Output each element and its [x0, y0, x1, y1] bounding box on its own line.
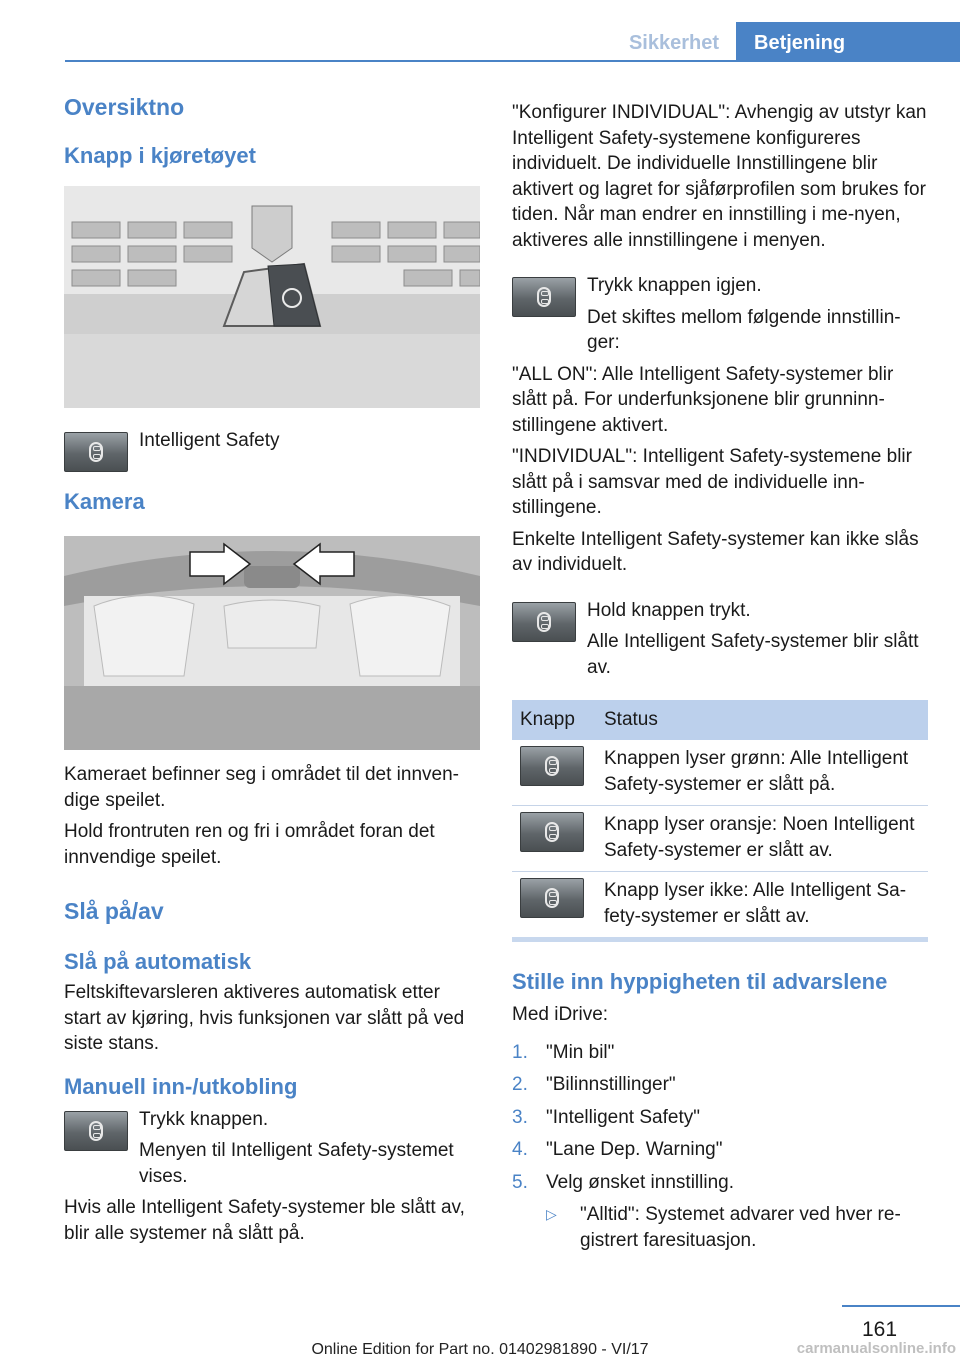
subsection-title-button: Knapp i kjøretøyet — [64, 143, 256, 168]
status-table — [512, 700, 928, 937]
config-text: "Konfigurer INDIVIDUAL": Avhengig av utstyr kan Intelligent Safety-systemene konfigureres individuelt. De individuelle Innstillingene blir aktivert og lagret for sjåførprofilen som brukes for tiden. Når man endrer en innstilling i me-nyen, aktiveres alle innstillingene i menyen. — [512, 102, 927, 251]
intelligent-safety-icon — [520, 878, 584, 918]
hold-text-line2: Alle Intelligent Safety-systemer blir slått av. — [587, 631, 919, 678]
hold-button-row — [512, 598, 928, 681]
page-number: 161 — [862, 1318, 898, 1341]
intelligent-safety-icon — [520, 746, 584, 786]
table-row — [512, 740, 928, 806]
subsection-title-auto: Slå på automatisk — [64, 949, 252, 974]
all-on-text: "ALL ON": Alle Intelligent Safety-systemer blir slått på. For underfunksjonene blir grunninn-stillingene aktivert. — [512, 363, 894, 436]
auto-text: Feltskiftevarsleren aktiveres automatisk etter start av kjøring, hvis funksjonen var slått på ved siste stans. — [64, 982, 465, 1054]
left-column — [64, 92, 480, 1246]
section-title-camera: Kamera — [64, 489, 145, 514]
subsection-title-manual: Manuell inn-/utkobling — [64, 1073, 298, 1099]
intelligent-safety-button-row — [64, 428, 480, 486]
table-cell-status: Knapp lyser oransje: Noen Intelligent Safety-systemer er slått av. — [596, 806, 928, 872]
header-divider — [65, 60, 960, 62]
triangle-bullet-icon: ▷ — [546, 1206, 557, 1222]
steps-list — [512, 1040, 928, 1196]
table-header-button: Knapp — [512, 700, 596, 740]
manual-press-text: Trykk knappen. — [139, 1108, 269, 1130]
individual-text: "INDIVIDUAL": Intelligent Safety-systemene blir slått på i samsvar med de individuelle inn-stillingene. — [512, 446, 912, 518]
watermark: carmanualsonline.info — [796, 1340, 956, 1357]
substep-item: ▷ "Alltid": Systemet advarer ved hver re-gistrert faresituasjon. — [546, 1204, 901, 1251]
section-title-on-off: Slå på/av — [64, 898, 164, 924]
switch-settings-text: Det skiftes mellom følgende innstillin-ger: — [587, 306, 901, 353]
press-again-row — [512, 273, 928, 356]
camera-text-2: Hold frontruten ren og fri i området foran det innvendige speilet. — [64, 821, 435, 868]
table-row — [512, 872, 928, 938]
section-title-overview: Oversiktno — [64, 94, 185, 120]
intelligent-safety-icon — [520, 812, 584, 852]
header-tab-betjening[interactable]: Betjening — [736, 22, 960, 62]
list-item: 5. Velg ønsket innstilling. — [512, 1171, 734, 1193]
footer-rule — [842, 1305, 960, 1307]
manual-button-row — [64, 1107, 480, 1190]
press-again-text: Trykk knappen igjen. — [587, 275, 762, 296]
intelligent-safety-icon[interactable] — [512, 602, 576, 642]
intelligent-safety-icon[interactable] — [64, 1111, 128, 1151]
table-cell-status: Knapp lyser ikke: Alle Intelligent Sa-fety-systemer er slått av. — [604, 880, 907, 927]
intelligent-safety-caption: Intelligent Safety — [139, 430, 280, 451]
table-row — [512, 806, 928, 872]
list-item: 2. "Bilinnstillinger" — [512, 1074, 676, 1095]
manual-menu-text: Menyen til Intelligent Safety-systemet vises. — [139, 1140, 454, 1187]
idrive-text: Med iDrive: — [512, 1004, 609, 1025]
section-title-frequency: Stille inn hyppigheten til advarslene — [512, 969, 888, 994]
hold-text-line1: Hold knappen trykt. — [587, 599, 751, 621]
list-item: 1. "Min bil" — [512, 1041, 615, 1063]
intelligent-safety-icon[interactable] — [64, 432, 128, 472]
right-column — [512, 100, 928, 1253]
table-header-status: Status — [596, 700, 928, 740]
header-tab-sikkerhet[interactable]: Sikkerhet — [628, 32, 720, 54]
list-item: 4. "Lane Dep. Warning" — [512, 1139, 723, 1160]
list-item: 3. "Intelligent Safety" — [512, 1106, 700, 1128]
manual-text: Hvis alle Intelligent Safety-systemer ble slått av, blir alle systemer nå slått på. — [64, 1197, 465, 1244]
intelligent-safety-icon[interactable] — [512, 277, 576, 317]
camera-interior-photo — [64, 536, 480, 750]
table-end-rule — [512, 937, 928, 942]
table-cell-status: Knappen lyser grønn: Alle Intelligent Safety-systemer er slått på. — [596, 740, 928, 806]
footer-edition: Online Edition for Part no. 01402981890 - VI/17 — [311, 1341, 649, 1358]
camera-text-1: Kameraet befinner seg i området til det innven-dige speilet. — [64, 764, 459, 811]
vehicle-button-photo — [64, 186, 480, 408]
some-systems-text: Enkelte Intelligent Safety-systemer kan ikke slås av individuelt. — [512, 528, 919, 575]
